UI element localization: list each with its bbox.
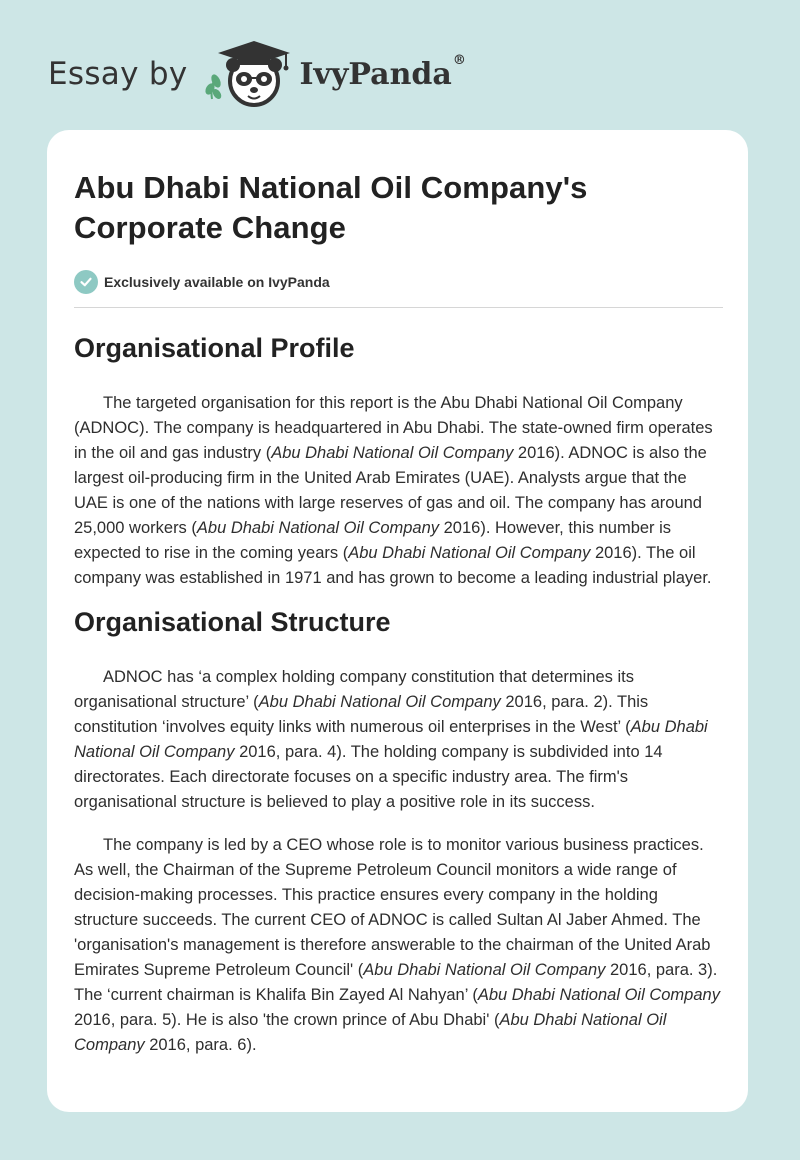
section-heading-structure: Organisational Structure: [74, 607, 391, 637]
citation-source: Abu Dhabi National Oil Company: [258, 693, 501, 711]
citation-source: Abu Dhabi National Oil Company: [477, 986, 720, 1004]
essay-title-line2: Corporate Change: [74, 210, 347, 245]
citation-source: Abu Dhabi National Oil Company: [196, 519, 440, 537]
paragraph: The targeted organisation for this report is the Abu Dhabi National Oil Company (ADNOC). The company is headquartered in Abu Dhabi. The state-owned firm operates in the oil and gas industry (Abu Dhabi National Oil Company 2016). ADNOC is also the largest oil-producing firm in the United Arab Emirates (UAE). Analysts argue that the UAE is one of the nations with large reserves of gas and oil. The company has around 25,000 workers (Abu Dhabi National Oil Company 2016). However, this number is expected to rise in the coming years (Abu Dhabi National Oil Company 2016). The oil company was established in 1971 and has grown to become a leading industrial player.: [74, 394, 713, 587]
citation-source: Abu Dhabi National Oil Company: [348, 544, 591, 562]
panda-graduate-icon: [202, 37, 294, 111]
essay-title-line1: Abu Dhabi National Oil Company's: [74, 170, 588, 205]
brand-name[interactable]: IvyPanda®: [299, 52, 466, 92]
exclusive-badge-label: Exclusively available on IvyPanda: [104, 274, 330, 290]
paragraph: ADNOC has ‘a complex holding company constitution that determines its organisational structure’ (Abu Dhabi National Oil Company 2016, para. 2). This constitution ‘involves equity links with numerous oil enterprises in the West’ (Abu Dhabi National Oil Company 2016, para. 4). The holding company is subdivided into 14 directorates. Each directorate focuses on a specific industry area. The firm's organisational structure is believed to play a positive role in its success.: [74, 668, 708, 811]
section-heading-profile: Organisational Profile: [74, 333, 355, 363]
paragraph: The company is led by a CEO whose role is to monitor various business practices. As well, the Chairman of the Supreme Petroleum Council monitors a wide range of decision-making processes. This practice ensures every company in the holding structure succeeds. The current CEO of ADNOC is called Sultan Al Jaber Ahmed. The 'organisation's management is therefore answerable to the chairman of the United Arab Emirates Supreme Petroleum Council' (Abu Dhabi National Oil Company 2016, para. 3). The ‘current chairman is Khalifa Bin Zayed Al Nahyan’ (Abu Dhabi National Oil Company 2016, para. 5). He is also 'the crown prince of Abu Dhabi' (Abu Dhabi National Oil Company 2016, para. 6).: [74, 836, 720, 1054]
exclusive-badge: [74, 270, 722, 294]
essay-card: [47, 130, 748, 1112]
citation-source: Abu Dhabi National Oil Company: [363, 961, 606, 979]
title-divider: [74, 307, 723, 308]
citation-source: Abu Dhabi National Oil Company: [74, 718, 708, 761]
site-header: [48, 34, 466, 114]
registered-mark: ®: [452, 52, 466, 68]
citation-source: Abu Dhabi National Oil Company: [74, 1011, 667, 1054]
citation-source: Abu Dhabi National Oil Company: [271, 444, 514, 462]
check-circle-icon: [74, 270, 98, 294]
essay-by-label: Essay by: [48, 56, 188, 92]
essay-title: [74, 168, 722, 248]
